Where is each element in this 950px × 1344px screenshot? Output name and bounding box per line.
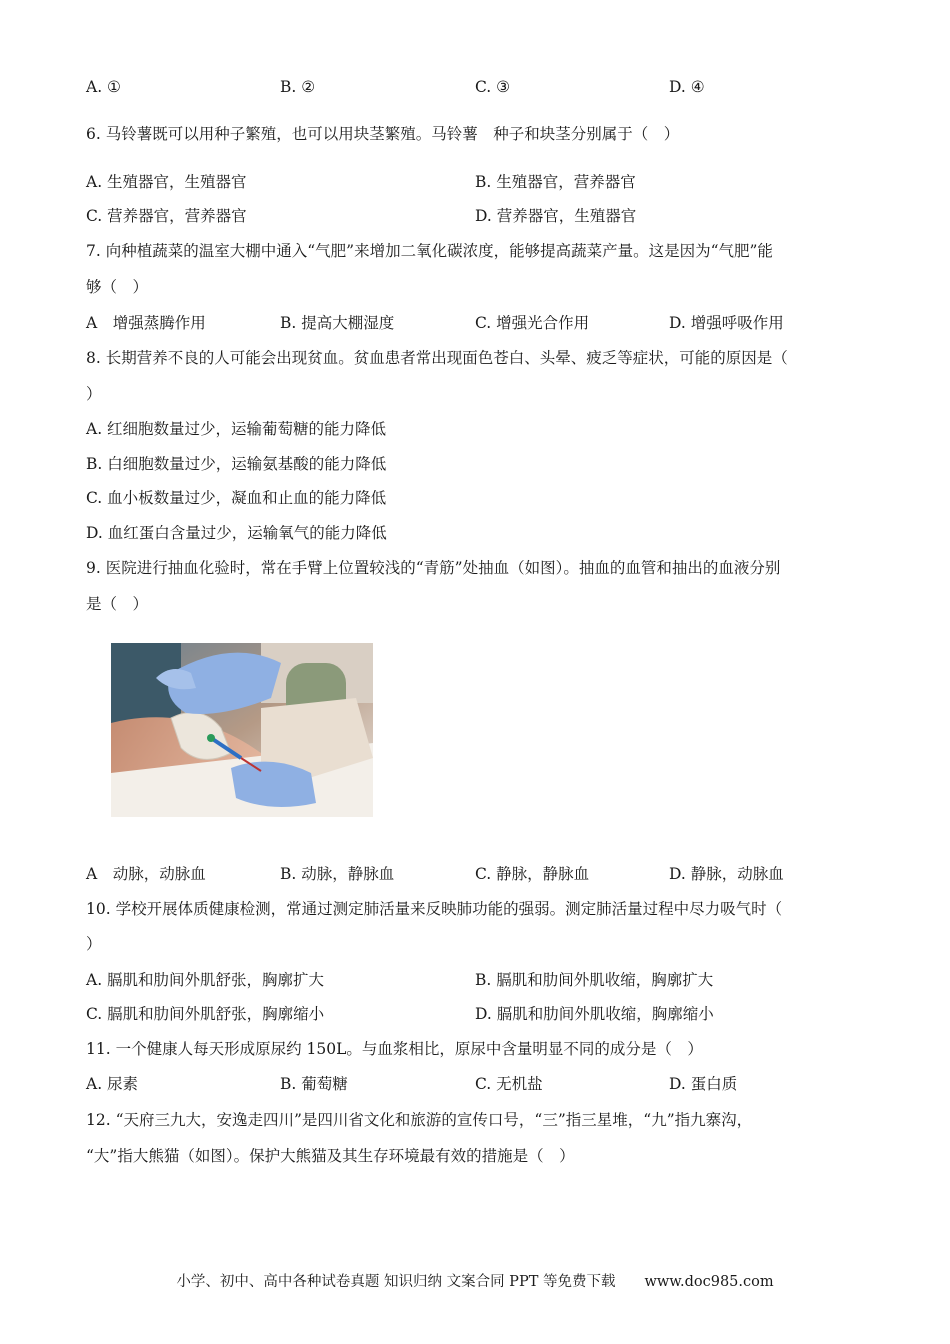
option-b: B. 葡萄糖 [280, 1075, 348, 1093]
option-b: B. ② [280, 78, 316, 96]
blood-draw-photo [111, 643, 373, 817]
option-d: D. ④ [669, 78, 705, 96]
option-c: C. 营养器官，营养器官 [86, 207, 247, 225]
option-a: A. 膈肌和肋间外肌舒张，胸廓扩大 [86, 971, 325, 989]
question-stem-cont: ） [86, 935, 102, 953]
option-a: A. 红细胞数量过少，运输葡萄糖的能力降低 [86, 420, 387, 438]
question-stem: 8. 长期营养不良的人可能会出现贫血。贫血患者常出现面色苍白、头晕、疲乏等症状，可能的原因是（ [86, 349, 788, 367]
option-a: A. ① [86, 78, 121, 96]
question-stem: 10. 学校开展体质健康检测，常通过测定肺活量来反映肺功能的强弱。测定肺活量过程中尽力吸气时（ [86, 900, 783, 918]
question-stem-cont: 是（ ） [86, 595, 149, 613]
option-b: B. 膈肌和肋间外肌收缩，胸廓扩大 [475, 971, 714, 989]
option-a: A 动脉，动脉血 [86, 865, 206, 883]
question-stem: 7. 向种植蔬菜的温室大棚中通入“气肥”来增加二氧化碳浓度，能够提高蔬菜产量。这是因为“气肥”能 [86, 242, 773, 260]
option-c: C. 静脉，静脉血 [475, 865, 590, 883]
option-c: C. ③ [475, 78, 511, 96]
option-b: B. 白细胞数量过少，运输氨基酸的能力降低 [86, 455, 387, 473]
option-b: B. 生殖器官，营养器官 [475, 173, 636, 191]
question-stem: 6. 马铃薯既可以用种子繁殖，也可以用块茎繁殖。马铃薯 种子和块茎分别属于（ ） [86, 125, 680, 143]
option-a: A. 尿素 [86, 1075, 139, 1093]
option-d: D. 蛋白质 [669, 1075, 738, 1093]
option-d: D. 血红蛋白含量过少，运输氧气的能力降低 [86, 524, 387, 542]
option-b: B. 提高大棚湿度 [280, 314, 395, 332]
option-a: A 增强蒸腾作用 [86, 314, 206, 332]
option-d: D. 营养器官，生殖器官 [475, 207, 637, 225]
question-stem-cont: 够（ ） [86, 278, 149, 296]
option-c: C. 增强光合作用 [475, 314, 590, 332]
option-a: A. 生殖器官，生殖器官 [86, 173, 247, 191]
option-c: C. 无机盐 [475, 1075, 543, 1093]
question-stem: 11. 一个健康人每天形成原尿约 150L。与血浆相比，原尿中含量明显不同的成分是（ ） [86, 1040, 703, 1058]
option-c: C. 膈肌和肋间外肌舒张，胸廓缩小 [86, 1005, 325, 1023]
question-stem: 9. 医院进行抽血化验时，常在手臂上位置较浅的“青筋”处抽血（如图）。抽血的血管和抽出的血液分别 [86, 559, 781, 577]
option-d: D. 增强呼吸作用 [669, 314, 784, 332]
option-b: B. 动脉，静脉血 [280, 865, 395, 883]
question-stem: 12. “天府三九大，安逸走四川”是四川省文化和旅游的宣传口号，“三”指三星堆，“九”指九寨沟， [86, 1111, 753, 1129]
option-d: D. 膈肌和肋间外肌收缩，胸廓缩小 [475, 1005, 714, 1023]
page-footer: 小学、初中、高中各种试卷真题 知识归纳 文案合同 PPT 等免费下载 www.doc985.com [176, 1274, 774, 1290]
question-stem-cont: ） [86, 385, 102, 403]
question-stem-cont: “大”指大熊猫（如图）。保护大熊猫及其生存环境最有效的措施是（ ） [86, 1147, 575, 1165]
option-d: D. 静脉，动脉血 [669, 865, 784, 883]
option-c: C. 血小板数量过少，凝血和止血的能力降低 [86, 489, 387, 507]
